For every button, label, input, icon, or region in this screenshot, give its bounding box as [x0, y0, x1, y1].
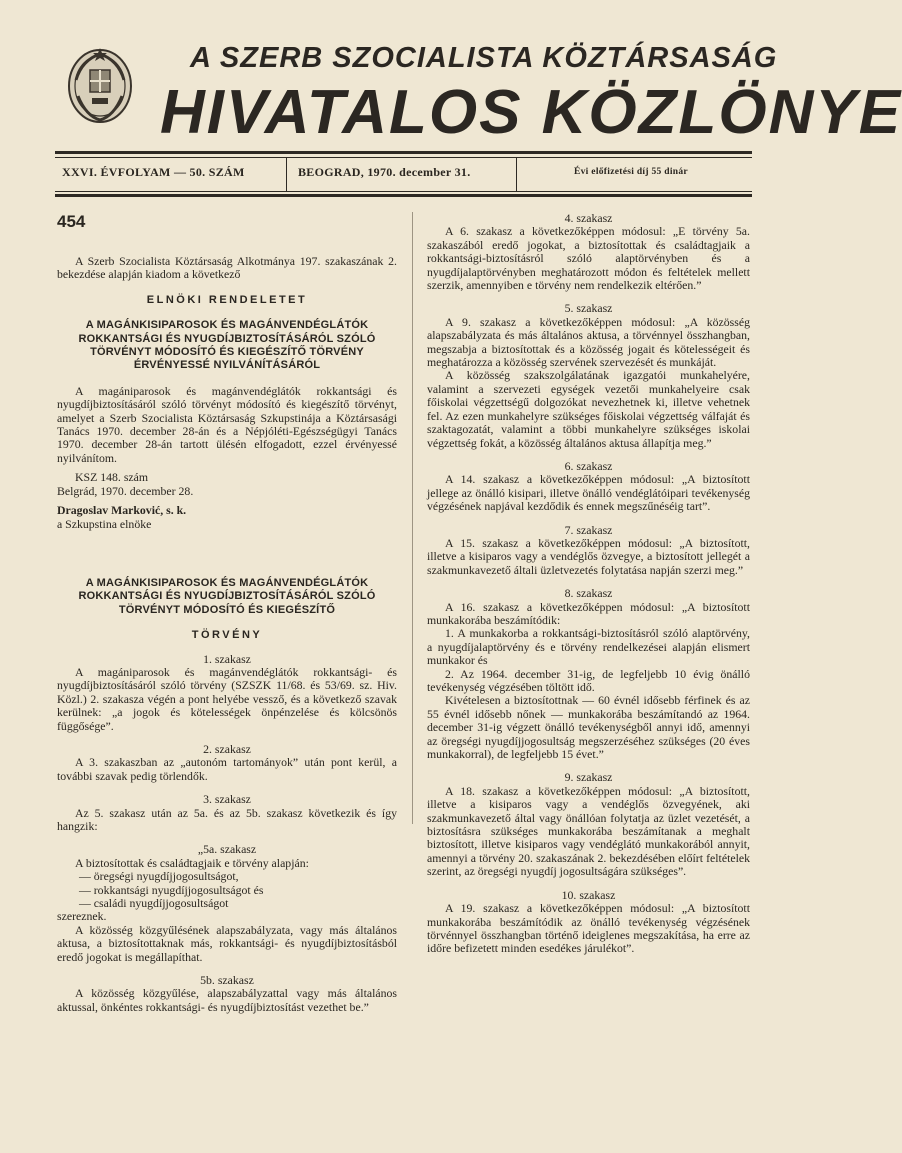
coat-of-arms-icon [64, 40, 136, 130]
rule-top [55, 151, 752, 154]
masthead-line1: A SZERB SZOCIALISTA KÖZTÁRSASÁG [190, 42, 778, 74]
section-title: 5. szakasz [564, 301, 613, 316]
decree-title: ELNÖKI RENDELETET [146, 293, 308, 306]
issue-info: XXVI. ÉVFOLYAM — 50. SZÁM [62, 165, 245, 179]
section-title: 4. szakasz [564, 211, 613, 225]
list-item: — családi nyugdíjjogosultságot [79, 896, 229, 911]
right-column [427, 212, 750, 956]
section-text: Az 5. szakasz után az 5a. és az 5b. szakasz következik és így hangzik: [57, 805, 397, 833]
section-text: szereznek. [57, 909, 107, 924]
section-text: A magániparosok és magánvendéglátók rokkantsági- és nyugdíjbiztosításáról szóló törvény (SZSZK 11/68. és 53/69. sz. Hiv. Közl.) 2. szakasza végén a pont helyébe vessző, és a következő szavak kerülnek: „a jogok és kötelességek önpénzelése és kölcsönös függősége”. [57, 664, 397, 733]
signer-name: Dragoslav Marković, s. k. [57, 503, 187, 518]
rule-bottom [55, 194, 752, 197]
section-title: 9. szakasz [564, 770, 613, 785]
list-item: 2. Az 1964. december 31-ig, de legfeljebb 10 évig önálló tevékenység végzésében töltött idő. [427, 666, 750, 694]
section-text: A közösség közgyűlésének alapszabályzata, vagy más általános aktusa, a biztosítottaknak más, rokkantsági- és nyugdíjbiztosításból eredő jogokat is megállapíthat. [57, 922, 397, 964]
masthead-title: HIVATALOS KÖZLÖNYE [160, 78, 902, 147]
rule-bottom-thin [55, 191, 752, 192]
section-text: A 3. szakaszban az „autonóm tartományok” után pont kerül, a további szavak pedig törlendők. [57, 755, 397, 783]
list-item: — rokkantsági nyugdíjjogosultságot és [79, 882, 264, 897]
section-text: A 18. szakasz a következőképpen módosul: „A biztosított, illetve a kisiparos vagy a vendéglős özvegyének, aki szakmunkavezető által vagy önállóan folytatja az üzlet vezetését, a biztosításra szükséges munkakorába beszámítanak a meghalt biztosított, illetve kisiparos vagy vendéglátó munkakorából annyit, amennyi a törvény 20. szakaszának 2. bekezdésében előírt feltételek szerint, az öregségi nyugdíj jogosultságára szükséges”. [427, 783, 750, 879]
law-word: TÖRVÉNY [191, 629, 263, 642]
section-text: A 19. szakasz a következőképpen módosul: „A biztosított munkakorába beszámítódik az önálló tevékenység végzésének törvénnyel összhangban történő ideiglenes megszakítása, ha erre az időre befizetett minden esedékes járulékot”. [427, 901, 750, 956]
section-text: A közösség közgyűlése, alapszabályzattal vagy más általános aktussal, önkéntes rokkantsági- és nyugdíjbiztosítást vezethet be.” [57, 986, 397, 1014]
list-item: — öregségi nyugdíjjogosultságot, [79, 869, 239, 884]
decree-date: Belgrád, 1970. december 28. [57, 483, 194, 498]
section-title: 7. szakasz [564, 522, 613, 537]
rule-top-thin [55, 157, 752, 158]
section-title: 3. szakasz [203, 792, 251, 807]
section-title: 6. szakasz [564, 458, 613, 473]
section-text: A 9. szakasz a következőképpen módosul: „A közösség alapszabályzata és más általános aktusa, a törvénnyel összhangban, megszabja a biztosítottak és a közösség jogait és kötelességeit és meghatározza a közösség szervének szervezését és munkáját. [427, 314, 750, 370]
subscription-price: Évi előfizetési díj 55 dinár [574, 167, 688, 177]
place-date: BEOGRAD, 1970. december 31. [298, 165, 471, 179]
section-text: Kivételesen a biztosítottnak — 60 évnél idősebb férfinek és az 55 évnél idősebb nőnek — munkakorába beszámítandó az 1964. december 31-ig végzett önálló tevékenységből annyi idő, amennyi az öregségi nyugdíjjogosultság megszerzéséhez szükséges (20 éves munkakorral), de legfeljebb 15 évet.” [427, 693, 750, 762]
reference-number: KSZ 148. szám [75, 470, 149, 485]
section-title: „5a. szakasz [197, 842, 257, 857]
divider [516, 157, 517, 192]
section-text: A 16. szakasz a következőképpen módosul: „A biztosított munkakorába beszámítódik: [427, 599, 750, 627]
section-title: 8. szakasz [564, 586, 613, 601]
section-text: A 14. szakasz a következőképpen módosul: „A biztosított jellege az önálló kisipari, illetve önálló vendéglátóipari tevékenység végzésének napjával kezdődik és ennek megszűnéséig tart”. [427, 472, 750, 514]
section-title: 5b. szakasz [200, 973, 254, 988]
left-column [57, 212, 397, 1014]
intro-text: A Szerb Szocialista Köztársaság Alkotmánya 197. szakaszának 2. bekezdése alapján kiadom a következő [57, 254, 397, 282]
section-title: 10. szakasz [561, 887, 616, 902]
section-title: 2. szakasz [203, 741, 251, 756]
section-text: A biztosítottak és családtagjaik e törvény alapján: [75, 855, 309, 870]
section-text: A 6. szakasz a következőképpen módosul: „E törvény 5a. szakaszából eredő jogokat, a biztosítottak és családtagjaik a rokkantsági-biztosításról szóló alaptörvényben és a nyugdíjalaptörvényben meghatározott módon és feltételek mellett szerzik, amennyiben e törvény nem rendelkezik eltérően.” [427, 224, 750, 293]
law-title: A MAGÁNKISIPAROSOK ÉS MAGÁNVENDÉGLÁTÓK ROKKANTSÁGI ÉS NYUGDÍJBIZTOSÍTÁSÁRÓL SZÓLÓ TÖRVÉNYT MÓDOSÍTÓ ÉS KIEGÉSZÍTŐ [78, 576, 376, 616]
section-text: A 15. szakasz a következőképpen módosul: „A biztosított, illetve a kisiparos vagy a vendéglős özvegye, a biztosított jellegét a szakmunkavezető általi üzletvezetés folytatása napján szerzi meg.” [427, 535, 750, 577]
section-title: 1. szakasz [203, 651, 251, 666]
divider [286, 157, 287, 192]
decree-subject: A MAGÁNKISIPAROSOK ÉS MAGÁNVENDÉGLÁTÓK ROKKANTSÁGI ÉS NYUGDÍJBIZTOSÍTÁSÁRÓL SZÓLÓ TÖRVÉNYT MÓDOSÍTÓ ÉS KIEGÉSZÍTŐ TÖRVÉNY ÉRVÉNYESSÉ NYILVÁNÍTÁSÁRÓL [78, 319, 376, 372]
section-text: A közösség szakszolgálatának igazgatói munkahelyére, valamint a szervezeti egységek vezetői munkahelyeire csak főiskolai végzettségű dolgozókat nevezhetnek ki, illetve vehetnek fel. Az ezen munkahelyre szükséges főiskolai végzettség válfaját és szaktagozatát, valamint a többi munkahelyre szükséges iskolai végzettség fokát, a közösség általános aktusa állapítja meg.” [427, 368, 750, 450]
column-divider [412, 212, 413, 824]
signer-role: a Szkupstina elnöke [57, 516, 152, 531]
document-number: 454 [57, 212, 86, 231]
list-item: 1. A munkakorba a rokkantsági-biztosításról szóló alaptörvény, a nyugdíjalaptörvény és e törvény rendelkezései alapján elismert munkakor és [427, 626, 750, 668]
decree-body: A magániparosok és magánvendéglátók rokkantsági és nyugdíjbiztosításáról szóló törvényt módosító és kiegészítő törvényt, amelyet a Szerb Szocialista Köztársaság Szkupstinája a Köztársasági Tanács 1970. december 28-án és a Népjóléti-Egészségügyi Tanács 1970. december 28-án tartott ülésén elfogadott, ezzel érvényessé nyilvánítom. [57, 383, 397, 465]
